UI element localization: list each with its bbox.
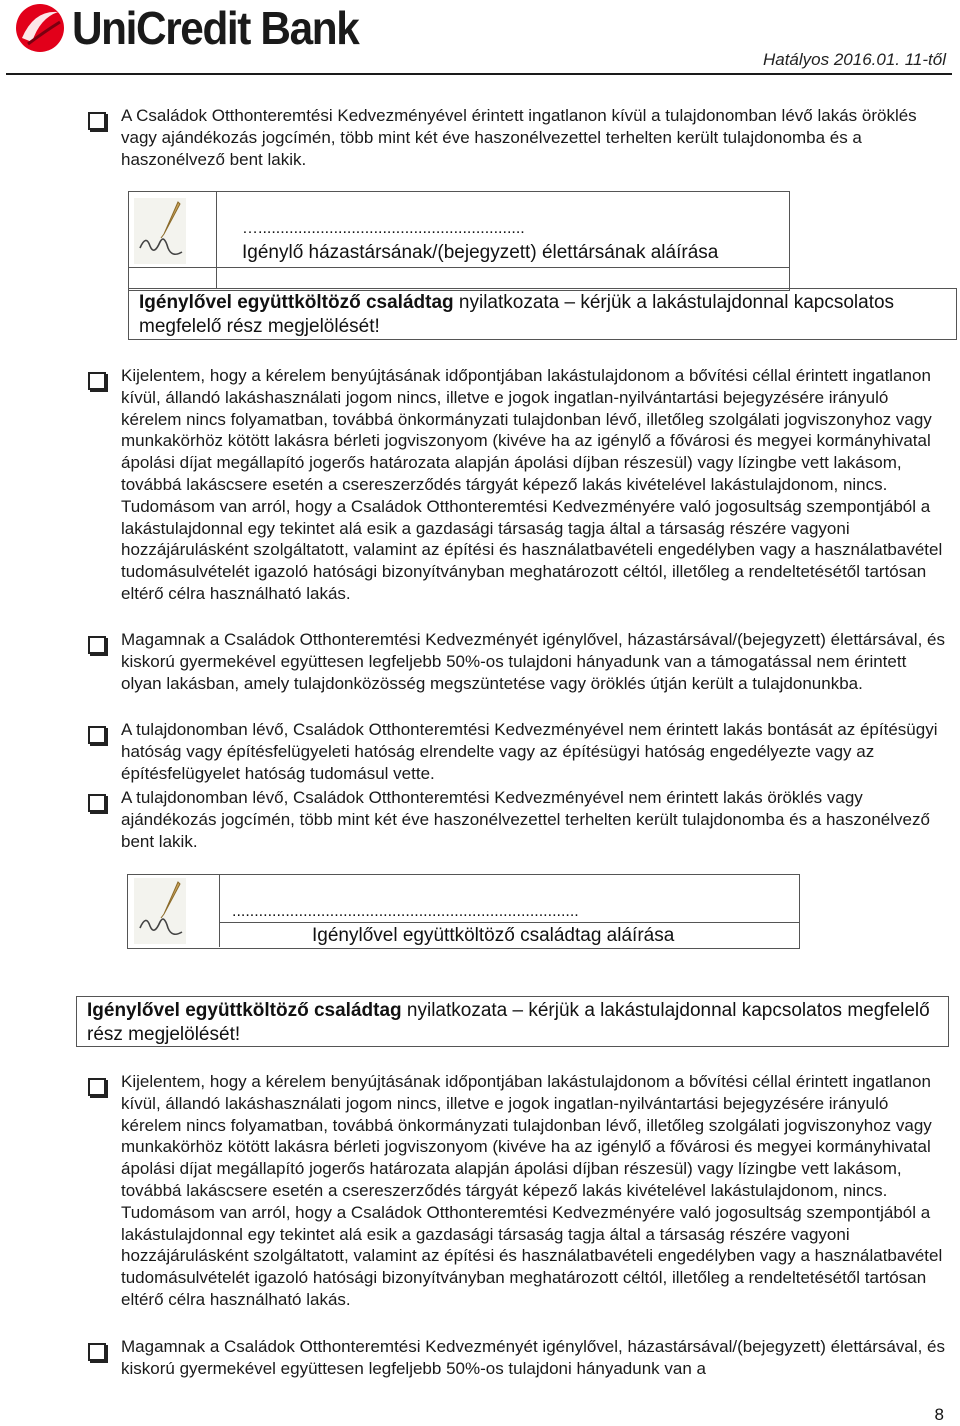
declaration-header-bold-2: Igénylővel együttköltöző családtag [87, 1000, 402, 1021]
signature-underline-2 [219, 922, 799, 923]
statement-no-property-2: Kijelentem, hogy a kérelem benyújtásának időpontjában lakástulajdonom a bővítési céllal érintett ingatlanon kívül, állandó lakáshasználati jogom nincs, illetve e jogok ingatlan-nyilvántartási bejegyzésére irányuló kérelem nincs folyamatban, továbbá önkormányzati tulajdonban lévő, illetőleg szolgálati jogviszonyhoz vagy munkakörhöz kötött lakásra bérleti jogviszonyom (kivéve ha az igénylő a fővárosi és megyei kormányhivatal ápolási díjat megállapító jogerős határozata alapján ápolási díjban részesül) vagy lízingbe vett lakásom, továbbá lakáscsere esetén a csereszerződés tárgyát képező lakás kivételével lakástulajdonom, nincs. Tudomásom van arról, hogy a Családok Otthonteremtési Kedvezményére való jogosultság szempontjából a lakástulajdonnal egy tekintet alá esik a gazdasági társaság tagja által a társaság részére vagyoni hozzájárulásként szolgáltatott, valamint az építési és használatbavételi engedélyben vagy a használatbavétel tudomásulvételét igazoló hatósági bizonyítványban meghatározott céltól, illetőleg a rendeltetésétől tartósan eltérő célra használható lakás. [121, 1072, 943, 1309]
signature-line-spouse: …............................................................ [242, 220, 525, 237]
statement-inherited-property-2: A tulajdonomban lévő, Családok Otthonteremtési Kedvezményével nem érintett lakás öröklés vagy ajándékozás jogcímén, több mint két éve haszonélvezettel terhelten került tulajdonomba és a haszonélvező bent lakik. [121, 788, 930, 851]
pen-signature-icon [134, 198, 186, 264]
checkbox-demolition[interactable] [88, 726, 106, 744]
pen-signature-icon-2 [134, 878, 186, 944]
effective-date: Hatályos 2016.01. 11-től [762, 50, 946, 69]
checkbox-no-property[interactable] [88, 372, 106, 390]
checkbox-joint-share-2[interactable] [88, 1343, 106, 1361]
page-number: 8 [934, 1405, 944, 1424]
header-divider [6, 73, 952, 75]
checkbox-inherited-property[interactable] [88, 112, 106, 130]
signature-label-family-member: Igénylővel együttköltöző családtag aláírása [312, 925, 675, 946]
signature-underline [128, 267, 789, 268]
checkbox-no-property-2[interactable] [88, 1078, 106, 1096]
declaration-header-1 [128, 288, 957, 340]
checkbox-joint-share[interactable] [88, 636, 106, 654]
signature-line-family-member: .............................................................................. [232, 903, 579, 920]
declaration-header-text-2: nyilatkozata – kérjük a lakástulajdonnal kapcsolatos megfelelő rész megjelölését! [87, 1000, 930, 1045]
checkbox-inherited-property-2[interactable] [88, 794, 106, 812]
declaration-header-bold: Igénylővel együttköltöző családtag [139, 292, 454, 313]
statement-no-property: Kijelentem, hogy a kérelem benyújtásának időpontjában lakástulajdonom a bővítési céllal érintett ingatlanon kívül, állandó lakáshasználati jogom nincs, illetve e jogok ingatlan-nyilvántartási bejegyzésére irányuló kérelem nincs folyamatban, továbbá önkormányzati tulajdonban lévő, illetőleg szolgálati jogviszonyhoz vagy munkakörhöz kötött lakásra bérleti jogviszonyom (kivéve ha az igénylő a fővárosi és megyei kormányhivatal ápolási díjat megállapító jogerős határozata alapján ápolási díjban részesül) vagy lízingbe vett lakásom, továbbá lakáscsere esetén a csereszerződés tárgyát képező lakás kivételével lakástulajdonom, nincs. Tudomásom van arról, hogy a Családok Otthonteremtési Kedvezményére való jogosultság szempontjából a lakástulajdonnal egy tekintet alá esik a gazdasági társaság tagja által a társaság részére vagyoni hozzájárulásként szolgáltatott, valamint az építési és használatbavételi engedélyben vagy a használatbavétel tudomásulvételét igazoló hatósági bizonyítványban meghatározott céltól, illetőleg a rendeltetésétől tartósan eltérő célra használható lakás. [121, 366, 943, 603]
declaration-header-2 [76, 996, 949, 1047]
signature-divider [216, 191, 217, 289]
signature-divider-2 [219, 874, 220, 947]
declaration-header-text: nyilatkozata – kérjük a lakástulajdonnal kapcsolatos megfelelő rész megjelölését! [139, 292, 895, 337]
signature-label-spouse: Igénylő házastársának/(bejegyzett) élettársának aláírása [242, 242, 719, 263]
brand-name: UniCredit Bank [72, 2, 359, 54]
statement-inherited-property: A Családok Otthonteremtési Kedvezményével érintett ingatlanon kívül a tulajdonomban lévő lakás öröklés vagy ajándékozás jogcímén, több mint két éve haszonélvezettel terhelten került tulajdonomba és a haszonélvező bent lakik. [121, 106, 917, 169]
statement-joint-share-2: Magamnak a Családok Otthonteremtési Kedvezményét igénylővel, házastársával/(bejegyzett) élettársával, és kiskorú gyermekével együttesen legfeljebb 50%-os tulajdoni hányadunk van a [121, 1337, 945, 1378]
statement-demolition: A tulajdonomban lévő, Családok Otthonteremtési Kedvezményével nem érintett lakás bontását az építésügyi hatóság vagy építésfelügyeleti hatóság elrendelte vagy az építésügyi hatóság engedélyezte vagy az építésfelügyelet hatóság tudomásul vette. [121, 720, 938, 783]
statement-joint-share: Magamnak a Családok Otthonteremtési Kedvezményét igénylővel, házastársával/(bejegyzett) élettársával, és kiskorú gyermekével együttesen legfeljebb 50%-os tulajdoni hányadunk van a támogatással nem érintett olyan lakásban, amely tulajdonközösség megszüntetése vagy öröklés útján került a tulajdonunkba. [121, 630, 945, 693]
signature-box-spouse [128, 191, 790, 291]
